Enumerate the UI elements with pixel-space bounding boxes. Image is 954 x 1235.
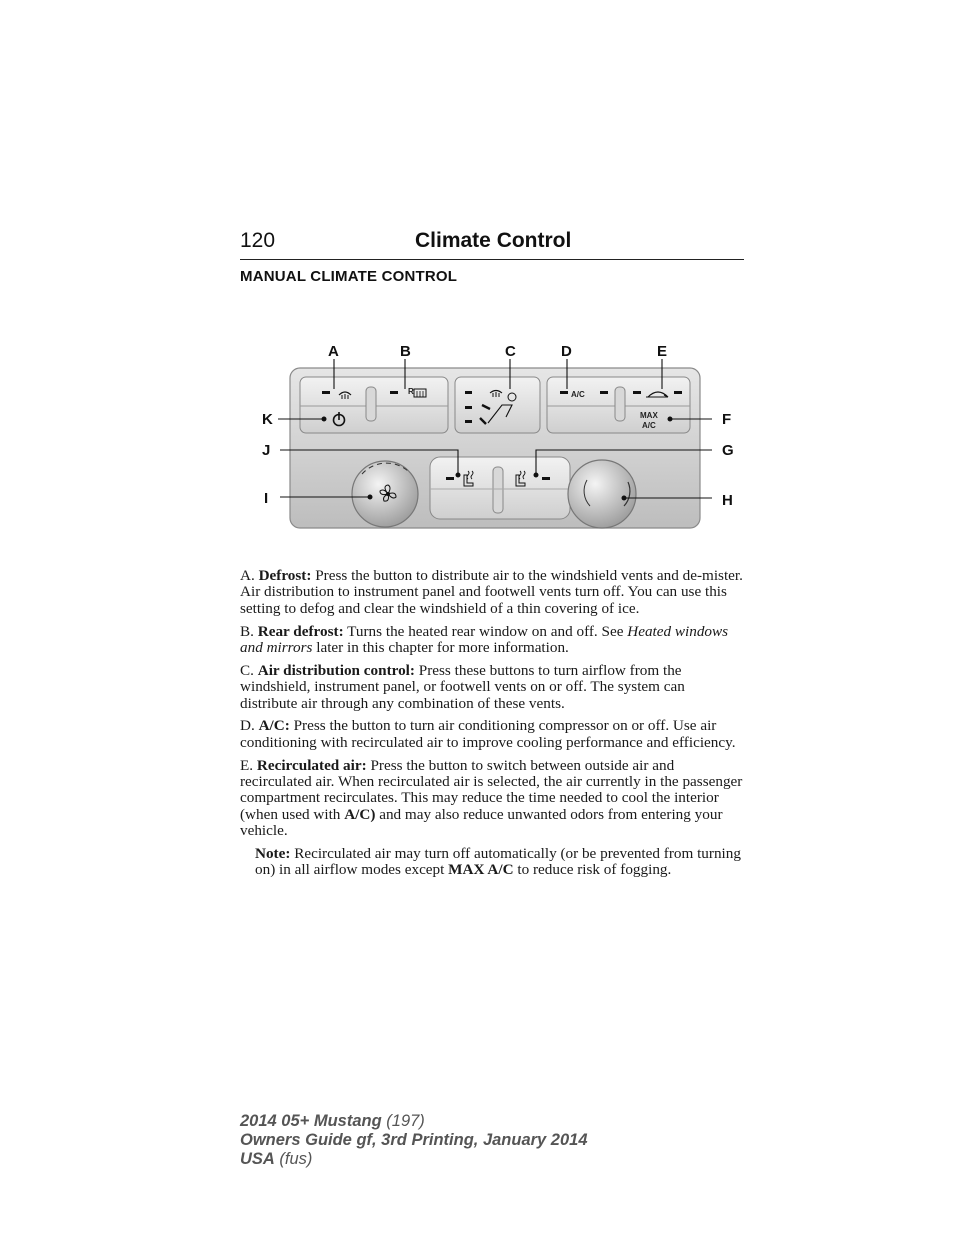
paragraph-b: B. Rear defrost: Turns the heated rear window on and off. See Heated windows and mirrors later in this chapter for more information. <box>240 622 729 657</box>
max-text: MAX <box>640 411 658 420</box>
term-recirculated-air: Recirculated air: <box>256 756 367 774</box>
label-e: E <box>657 343 668 360</box>
label-i: I <box>264 490 269 507</box>
climate-control-figure <box>250 335 750 545</box>
label-h: H <box>722 492 733 509</box>
temperature-knob <box>568 460 636 528</box>
term-rear-defrost: Rear defrost: <box>257 622 344 640</box>
ac-button-text: A/C <box>571 390 585 399</box>
section-heading: MANUAL CLIMATE CONTROL <box>240 268 458 285</box>
svg-text:R: R <box>408 387 414 396</box>
chapter-title: Climate Control <box>415 229 572 252</box>
paragraph-c: C. Air distribution control: Press these buttons to turn airflow from the windshield, instrument panel, or footwell vents on or off. The system can distribute air through any combination of these vents. <box>240 661 685 712</box>
climate-control-panel-illustration <box>250 335 750 545</box>
term-ac: A/C: <box>258 717 290 735</box>
label-c: C <box>505 343 516 360</box>
note-label: Note: <box>255 845 291 863</box>
page-number: 120 <box>240 229 276 252</box>
fan-knob <box>352 461 418 527</box>
footer-line-3: USA (fus) <box>240 1150 313 1168</box>
term-air-distribution: Air distribution control: <box>257 661 415 679</box>
note-paragraph: Note: Recirculated air may turn off automatically (or be prevented from turning on) in all airflow modes except MAX A/C to reduce risk of fogging. <box>255 845 741 879</box>
term-defrost: Defrost: <box>258 567 312 584</box>
air-distribution-cluster <box>455 377 540 433</box>
paragraph-d: D. A/C: Press the button to turn air conditioning compressor on or off. Use air conditioning with recirculated air to improve cooling performance and efficiency. <box>240 717 736 751</box>
label-k: K <box>262 411 273 428</box>
footer-line-1: 2014 05+ Mustang (197) <box>240 1112 425 1130</box>
label-j: J <box>262 442 271 459</box>
label-b: B <box>400 343 411 360</box>
max-ac-text: A/C <box>642 421 656 430</box>
body-text <box>240 568 746 885</box>
page-header <box>240 229 744 260</box>
rear-defrost-icon <box>408 387 426 397</box>
paragraph-e: E. Recirculated air: Press the button to switch between outside air and recirculated air. When recirculated air is selected, the air currently in the passenger compartment recirculates. This may reduce the time needed to cool the interior (when used with A/C) and may also reduce unwanted odors from entering your vehicle. <box>240 756 743 840</box>
footer-line-2: Owners Guide gf, 3rd Printing, January 2014 <box>240 1131 588 1149</box>
page-footer <box>240 1112 588 1169</box>
label-g: G <box>722 442 734 459</box>
cross-reference-link[interactable]: Heated windows and mirrors <box>240 622 729 657</box>
label-d: D <box>561 343 572 360</box>
label-f: F <box>722 411 732 428</box>
label-a: A <box>328 343 339 360</box>
paragraph-a: A. Defrost: Press the button to distribute air to the windshield vents and de-mister. Air distribution to instrument panel and footwell vents turn off. You can use this setting to defog and clear the windshield of a thin covering of ice. <box>240 567 743 617</box>
